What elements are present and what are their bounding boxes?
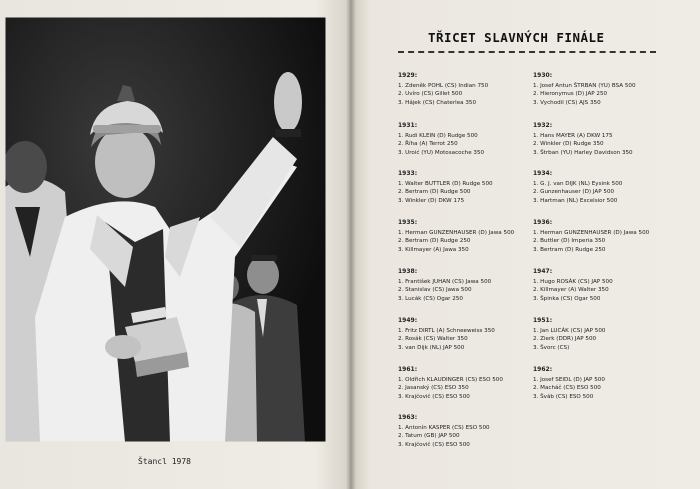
final-result-line: 1. Herman GUNZENHAUSER (D) Jawa 500 — [398, 230, 515, 237]
final-result-line: 3. Hájek (CS) Chaterlea 350 — [398, 99, 477, 106]
final-1961 — [398, 366, 503, 401]
final-result-line: 3. Špinka (CS) Ogar 500 — [533, 295, 601, 302]
final-result-line: 3. Winkler (D) DKW 175 — [398, 197, 465, 204]
final-1947 — [533, 268, 613, 303]
final-result-line: 1. Josef SEIDL (D) JAP 500 — [533, 377, 605, 384]
final-year: 1947: — [533, 268, 553, 275]
final-1963 — [398, 414, 490, 449]
final-result-line: 1. Herman GUNZENHAUSER (D) Jawa 500 — [533, 230, 650, 237]
final-result-line: 2. Bertram (D) Rudge 500 — [398, 189, 471, 196]
final-1929 — [398, 72, 488, 107]
final-result-line: 2. Zierk (DDR) JAP 500 — [533, 336, 597, 343]
final-result-line: 2. Říha (A) Terrot 250 — [398, 141, 458, 148]
final-result-line: 3. Killmayer (A) Jawa 350 — [398, 246, 469, 253]
final-year: 1963: — [398, 414, 418, 421]
final-result-line: 2. Macháč (CS) ESO 500 — [533, 385, 601, 392]
final-1934 — [533, 170, 622, 205]
final-1930 — [533, 72, 636, 107]
final-1935 — [398, 219, 514, 254]
final-result-line: 2. Uvíro (CS) Gillet 500 — [398, 91, 463, 98]
final-result-line: 2. Stanislav (CS) Jawa 500 — [398, 287, 472, 294]
final-result-line: 2. Bertram (D) Rudge 250 — [398, 238, 471, 245]
final-year: 1935: — [398, 219, 418, 226]
final-result-line: 3. van Dijk (NL) JAP 500 — [398, 344, 465, 351]
final-year: 1934: — [533, 170, 553, 177]
final-1932 — [533, 122, 633, 157]
final-result-line: 3. Šváb (CS) ESO 500 — [533, 393, 594, 400]
final-result-line: 2. Hieronymus (D) JAP 250 — [533, 91, 608, 98]
final-result-line: 1. Rudi KLEIN (D) Rudge 500 — [398, 133, 478, 140]
final-result-line: 1. Walter BUTTLER (D) Rudge 500 — [398, 181, 493, 188]
final-year: 1962: — [533, 366, 553, 373]
final-result-line: 3. Uroić (YU) Motosacoche 350 — [398, 149, 485, 156]
final-year: 1938: — [398, 268, 418, 275]
final-1933 — [398, 170, 493, 205]
final-result-line: 1. Zdeněk POHL (CS) Indian 750 — [398, 83, 489, 90]
final-result-line: 2. Buttler (D) Imperia 350 — [533, 238, 606, 245]
final-result-line: 1. Josef Antun ŠTRBAN (YU) BSA 500 — [533, 83, 636, 90]
champion-photo — [5, 17, 326, 442]
final-result-line: 3. Švorc (CS) — [533, 344, 570, 351]
final-result-line: 1. František JUHAN (CS) Jawa 500 — [398, 279, 492, 286]
final-result-line: 1. Jan LUCÁK (CS) JAP 500 — [533, 328, 606, 335]
final-year: 1951: — [533, 317, 553, 324]
final-result-line: 1. Fritz DIRTL (A) Schneeweiss 350 — [398, 328, 495, 335]
final-1931 — [398, 122, 484, 157]
final-1949 — [398, 317, 495, 352]
final-1951 — [533, 317, 605, 352]
final-result-line: 1. Antonín KASPER (CS) ESO 500 — [398, 425, 490, 432]
final-result-line: 1. Hugo ROSÁK (CS) JAP 500 — [533, 279, 613, 286]
final-year: 1961: — [398, 366, 418, 373]
final-result-line: 2. Tatum (GB) JAP 500 — [398, 433, 460, 440]
final-result-line: 3. Štrban (YU) Harley Davidson 350 — [533, 149, 633, 156]
final-result-line: 3. Lucák (CS) Ogar 250 — [398, 295, 463, 302]
page-title: TŘICET SLAVNÝCH FINÁLE — [428, 30, 605, 45]
final-1962 — [533, 366, 605, 401]
final-year: 1949: — [398, 317, 418, 324]
final-result-line: 3. Krajčovič (CS) ESO 500 — [398, 393, 470, 400]
final-1938 — [398, 268, 491, 303]
final-result-line: 3. Krajčovič (CS) ESO 500 — [398, 441, 470, 448]
photo-caption: Štancl 1978 — [138, 457, 191, 466]
final-result-line: 1. Oldřich KLAUDINGER (CS) ESO 500 — [398, 377, 503, 384]
final-result-line: 3. Vychodil (CS) AJS 350 — [533, 99, 601, 106]
final-year: 1936: — [533, 219, 553, 226]
final-result-line: 2. Gunzenhauser (D) JAP 500 — [533, 189, 615, 196]
final-result-line: 3. Hartman (NL) Excelsior 500 — [533, 197, 618, 204]
final-year: 1929: — [398, 72, 418, 79]
final-result-line: 2. Rosák (CS) Walter 350 — [398, 336, 468, 343]
final-result-line: 2. Winkler (D) Rudge 350 — [533, 141, 604, 148]
final-year: 1933: — [398, 170, 418, 177]
final-result-line: 2. Jasanský (CS) ESO 350 — [398, 385, 469, 392]
title-underline — [398, 51, 656, 53]
final-year: 1930: — [533, 72, 553, 79]
final-year: 1931: — [398, 122, 418, 129]
final-year: 1932: — [533, 122, 553, 129]
final-result-line: 1. G. J. van DIJK (NL) Eysink 500 — [533, 181, 623, 188]
final-result-line: 3. Bertram (D) Rudge 250 — [533, 246, 606, 253]
final-result-line: 1. Hans MAYER (A) DKW 175 — [533, 133, 613, 140]
final-1936 — [533, 219, 649, 254]
book-gutter — [346, 0, 356, 489]
final-result-line: 2. Killmayer (A) Walter 350 — [533, 287, 609, 294]
photo-illustration — [5, 17, 326, 442]
